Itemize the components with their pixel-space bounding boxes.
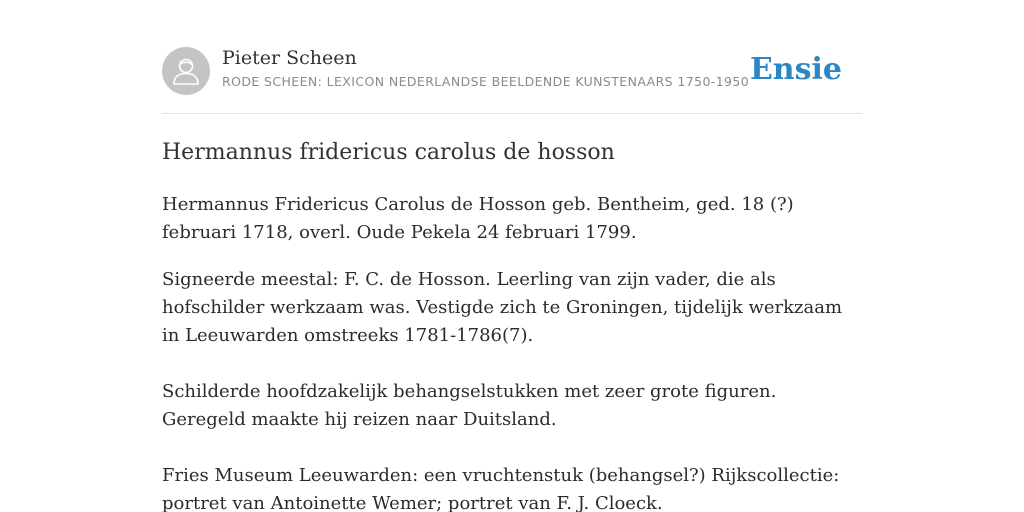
article-paragraph: Schilderde hoofdzakelijk behangselstukken met zeer grote figuren. Geregeld maakte hij reizen naar Duitsland. (162, 381, 777, 430)
ensie-logo[interactable]: Ensie (749, 52, 842, 87)
author-name[interactable]: Pieter Scheen (222, 47, 357, 69)
header-divider (162, 113, 862, 114)
user-silhouette-icon (162, 47, 210, 95)
article-paragraph: Fries Museum Leeuwarden: een vruchtenstuk (behangsel?) Rijkscollectie: portret van Antoinette Wemer; portret van F. J. Cloeck. (162, 465, 840, 512)
source-title[interactable]: RODE SCHEEN: LEXICON NEDERLANDSE BEELDENDE KUNSTENAARS 1750-1950 (222, 74, 750, 89)
article-body (162, 138, 862, 512)
article-intro: Hermannus Fridericus Carolus de Hosson geb. Bentheim, ged. 18 (?) februari 1718, overl. Oude Pekela 24 februari 1799. (162, 194, 794, 243)
article-paragraph: Signeerde meestal: F. C. de Hosson. Leerling van zijn vader, die als hofschilder werkzaam was. Vestigde zich te Groningen, tijdelijk werkzaam in Leeuwarden omstreeks 1781-1786(7). (162, 269, 843, 346)
article-header (162, 46, 862, 96)
article-title: Hermannus fridericus carolus de hosson (162, 140, 615, 165)
author-avatar[interactable] (162, 47, 210, 95)
